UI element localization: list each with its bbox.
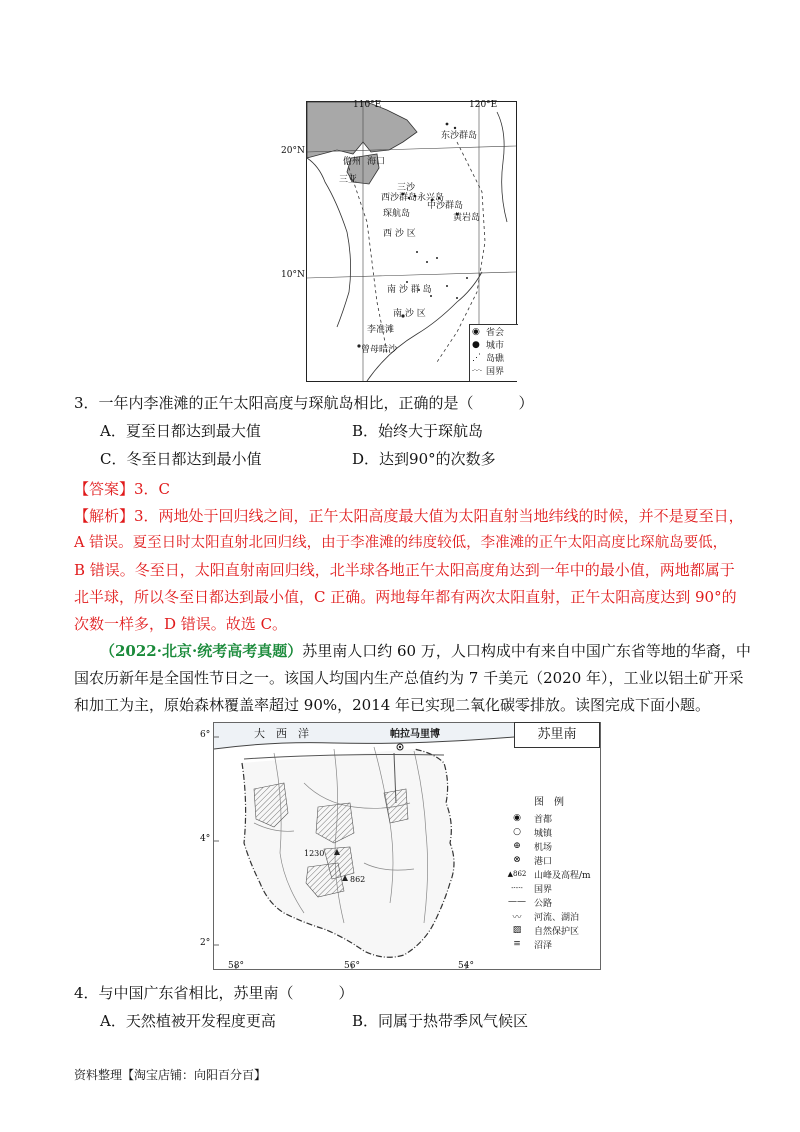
place-huangyan: 黄岩岛	[453, 213, 481, 223]
map2-legend	[500, 793, 598, 951]
place-lizhuntan: 李准滩	[367, 325, 395, 335]
place-haikou: 海口	[367, 157, 386, 167]
analysis-line-3: B 错误。冬至日，太阳直射南回归线，北半球各地正午太阳高度角达到一年中的最小值，两地都属于	[74, 561, 735, 579]
peak-862-label: 862	[350, 875, 366, 884]
lat-label-6: 6°	[200, 730, 211, 740]
legend-item	[500, 923, 598, 937]
analysis-line-4: 北半球，所以冬至日都达到最小值，C 正确。两地每年都有两次太阳直射，正午太阳高度达到 90°的	[74, 588, 737, 606]
peak-icon: ▲862	[507, 870, 527, 878]
legend-label: 岛礁	[486, 354, 505, 364]
answer-label: 【答案】	[74, 480, 135, 498]
answer-value: 3．C	[134, 480, 171, 498]
answer-line	[74, 478, 170, 500]
suriname-map-title: 苏里南	[514, 722, 600, 748]
legend-label: 国界	[534, 884, 553, 895]
legend-label: 国界	[486, 367, 505, 377]
reserve-icon: ▨	[512, 925, 522, 935]
legend-item	[500, 909, 598, 923]
place-xisha-qu: 西 沙 区	[383, 229, 416, 239]
place-danzhou: 儋州	[343, 157, 362, 167]
island-icon: ⋰	[472, 352, 481, 363]
legend-item	[500, 867, 598, 881]
legend-label: 河流、湖泊	[534, 912, 580, 923]
lon-label-58: 58°	[228, 961, 244, 971]
sea-label: 大 西 洋	[254, 727, 309, 740]
passage-line-1	[100, 640, 751, 662]
q3-option-b: B．始终大于琛航岛	[352, 422, 484, 440]
lat-label-20n: 20°N	[281, 146, 305, 156]
place-nansha-qu: 南 沙 区	[393, 309, 426, 319]
south-china-sea-map	[281, 100, 517, 382]
analysis-line-1	[74, 505, 744, 527]
legend-item	[500, 895, 598, 909]
place-yongxing: 永兴岛	[417, 193, 445, 203]
place-nansha-qundao: 南 沙 群 岛	[387, 285, 432, 295]
lon-label-120: 120°E	[469, 100, 498, 110]
q4-option-a: A．天然植被开发程度更高	[100, 1012, 276, 1030]
question-4-stem: 4．与中国广东省相比，苏里南（ ）	[74, 984, 354, 1002]
analysis-line-2: A 错误。夏至日时太阳直射北回归线，由于李准滩的纬度较低，李准滩的正午太阳高度比琛航岛要低，	[74, 535, 728, 551]
q3-option-d: D．达到90°的次数多	[352, 450, 496, 468]
legend-item	[472, 338, 518, 351]
legend-item	[500, 811, 598, 825]
place-sanya: 三亚	[339, 175, 358, 185]
peak-1230-label: 1230	[304, 849, 325, 858]
q4-option-b: B．同属于热带季风气候区	[352, 1012, 529, 1030]
question-3-stem: 3．一年内李准滩的正午太阳高度与琛航岛相比，正确的是（ ）	[74, 394, 534, 412]
map1-legend	[469, 324, 518, 381]
exam-source: （2022·北京·统考高考真题）	[100, 642, 303, 660]
capital-label: 帕拉马里博	[390, 729, 440, 740]
legend-item	[472, 364, 518, 377]
border-icon: -·-·-	[472, 367, 482, 374]
legend-title: 图 例	[534, 797, 564, 808]
analysis-line-5: 次数一样多，D 错误。故选 C。	[74, 615, 288, 633]
legend-item	[472, 351, 518, 364]
river-lake-icon: 〰	[512, 912, 522, 923]
legend-label: 山峰及高程/m	[534, 870, 591, 881]
town-icon: ○	[513, 827, 521, 837]
legend-item	[472, 325, 518, 338]
place-zengmu: 曾母暗沙	[361, 345, 398, 355]
legend-label: 城镇	[534, 828, 553, 839]
passage-line-3: 和加工为主，原始森林覆盖率超过 90%，2014 年已实现二氧化碳零排放。读图完成下面小题。	[74, 696, 711, 714]
provincial-capital-icon: ◉	[472, 326, 480, 337]
legend-label: 公路	[534, 898, 553, 909]
passage-line-2: 国农历新年是全国性节日之一。该国人均国内生产总值约为 7 千美元（2020 年），工业以铝土矿开采	[74, 669, 744, 687]
legend-item	[500, 839, 598, 853]
legend-label: 机场	[534, 842, 553, 853]
place-chenhang: 琛航岛	[383, 209, 411, 219]
lon-label-110: 110°E	[353, 100, 382, 110]
place-zhongsha: 中沙群岛	[427, 201, 464, 211]
analysis-label: 【解析】	[74, 507, 135, 525]
place-dongsha: 东沙群岛	[441, 131, 478, 141]
place-sansha: 三沙	[397, 183, 416, 193]
suriname-map	[213, 722, 601, 970]
city-icon: ●	[472, 339, 480, 350]
port-icon: ⊗	[513, 855, 521, 865]
lon-label-56: 56°	[344, 961, 360, 971]
airport-icon: ⊕	[513, 841, 521, 851]
lat-label-10n: 10°N	[281, 270, 305, 280]
lat-label-4: 4°	[200, 834, 211, 844]
q3-option-c: C．冬至日都达到最小值	[100, 450, 262, 468]
legend-item	[500, 853, 598, 867]
q3-option-a: A．夏至日都达到最大值	[100, 422, 261, 440]
legend-label: 省会	[486, 328, 505, 338]
border-icon: -·-·-	[511, 884, 523, 892]
road-icon: ——	[508, 897, 526, 907]
page-footer: 资料整理【淘宝店铺：向阳百分百】	[74, 1068, 267, 1082]
legend-label: 沼泽	[534, 940, 553, 951]
passage-text: 苏里南人口约 60 万，人口构成中有来自中国广东省等地的华裔，中	[302, 642, 751, 660]
legend-item	[500, 937, 598, 951]
legend-item	[500, 825, 598, 839]
lon-label-54: 54°	[458, 961, 474, 971]
legend-label: 首都	[534, 814, 553, 825]
legend-item	[500, 881, 598, 895]
place-xisha-qundao: 西沙群岛	[381, 193, 418, 203]
swamp-icon: ≡	[513, 939, 521, 949]
legend-label: 港口	[534, 856, 553, 867]
analysis-text: 3．两地处于回归线之间，正午太阳高度最大值为太阳直射当地纬线的时候，并不是夏至日，	[134, 507, 744, 525]
legend-label: 自然保护区	[534, 926, 580, 937]
legend-label: 城市	[486, 341, 505, 351]
capital-icon: ◉	[513, 813, 521, 823]
lat-label-2: 2°	[200, 938, 211, 948]
